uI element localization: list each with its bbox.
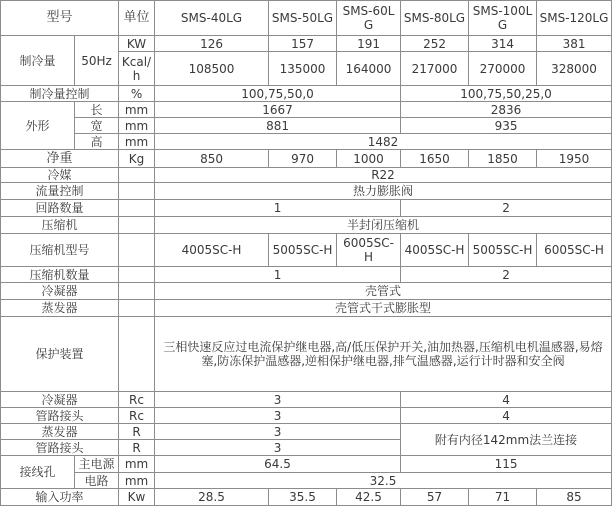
capacity-control-row [1,86,612,102]
wiring-circuit-row [1,473,612,489]
length-unit: mm [119,102,155,118]
protection-row [1,317,612,392]
input-power-unit: Kw [119,489,155,506]
piping-condenser-pipe-label: 管路接头 [1,408,119,424]
cooling-kw-value: 381 [537,36,612,52]
net-weight-value: 1850 [469,150,537,168]
piping-condenser-pipe-unit: Rc [119,408,155,424]
piping-evaporator-pipe-value: 3 [155,440,401,456]
piping-condenser-row [1,392,612,408]
piping-evaporator-value: 3 [155,424,401,440]
refrigerant-value: R22 [155,168,612,183]
wiring-hole-label: 接线孔 [1,456,75,489]
cooling-kw-value: 191 [337,36,401,52]
width-value: 935 [401,118,612,134]
piping-condenser-unit: Rc [119,392,155,408]
capacity-control-label: 制冷量控制 [1,86,119,102]
condenser-value: 壳管式 [155,283,612,300]
compressor-row [1,217,612,234]
length-value: 1667 [155,102,401,118]
compressor-model-value: 6005SC-H [337,234,401,267]
width-label: 宽 [75,118,119,134]
wiring-circuit-value: 32.5 [155,473,612,489]
input-power-value: 42.5 [337,489,401,506]
cooling-kw-unit: KW [119,36,155,52]
piping-condenser-label: 冷凝器 [1,392,119,408]
cooling-kcal-value: 217000 [401,52,469,86]
input-power-value: 71 [469,489,537,506]
net-weight-value: 850 [155,150,269,168]
piping-evaporator-pipe-unit: R [119,440,155,456]
circuits-unit [119,200,155,217]
wiring-main-value: 115 [401,456,612,473]
condenser-unit [119,283,155,300]
compressor-model-value: 5005SC-H [469,234,537,267]
width-row [1,118,612,134]
input-power-label: 输入功率 [1,489,119,506]
compressor-model-value: 4005SC-H [155,234,269,267]
compressor-model-value: 4005SC-H [401,234,469,267]
piping-evaporator-unit: R [119,424,155,440]
cooling-kcal-value: 164000 [337,52,401,86]
wiring-main-row [1,456,612,473]
cooling-kcal-unit: Kcal/h [119,52,155,86]
height-unit: mm [119,134,155,150]
condenser-row [1,283,612,300]
protection-label: 保护装置 [1,317,119,392]
net-weight-row [1,150,612,168]
height-label: 高 [75,134,119,150]
wiring-main-unit: mm [119,456,155,473]
piping-evaporator-row [1,424,612,440]
model-name: SMS-60LG [337,1,401,36]
flow-control-label: 流量控制 [1,183,119,200]
evaporator-unit [119,300,155,317]
width-unit: mm [119,118,155,134]
width-value: 881 [155,118,401,134]
cooling-kw-value: 126 [155,36,269,52]
model-name: SMS-100LG [469,1,537,36]
circuits-row [1,200,612,217]
wiring-circuit-unit: mm [119,473,155,489]
compressor-qty-value: 2 [401,267,612,283]
input-power-value: 85 [537,489,612,506]
compressor-model-row [1,234,612,267]
piping-evaporator-pipe-label: 管路接头 [1,440,119,456]
cooling-kw-row [1,36,612,52]
flow-control-row [1,183,612,200]
piping-condenser-pipe-value: 3 [155,408,401,424]
dimensions-label: 外形 [1,102,75,150]
length-value: 2836 [401,102,612,118]
model-name: SMS-120LG [537,1,612,36]
net-weight-value: 1950 [537,150,612,168]
wiring-circuit-label: 电路 [75,473,119,489]
cooling-kcal-value: 328000 [537,52,612,86]
cooling-kw-value: 157 [269,36,337,52]
evaporator-value: 壳管式干式膨胀型 [155,300,612,317]
refrigerant-unit [119,168,155,183]
input-power-row [1,489,612,506]
wiring-main-label: 主电源 [75,456,119,473]
height-row [1,134,612,150]
compressor-model-label: 压缩机型号 [1,234,119,267]
cooling-kcal-value: 270000 [469,52,537,86]
piping-condenser-pipe-value: 4 [401,408,612,424]
compressor-model-unit [119,234,155,267]
cooling-kw-value: 314 [469,36,537,52]
compressor-label: 压缩机 [1,217,119,234]
model-name: SMS-40LG [155,1,269,36]
net-weight-value: 1650 [401,150,469,168]
circuits-label: 回路数量 [1,200,119,217]
compressor-qty-row [1,267,612,283]
refrigerant-row [1,168,612,183]
model-name: SMS-80LG [401,1,469,36]
input-power-value: 35.5 [269,489,337,506]
capacity-control-unit: % [119,86,155,102]
wiring-main-value: 64.5 [155,456,401,473]
cooling-label: 制冷量 [1,36,75,86]
piping-condenser-value: 4 [401,392,612,408]
circuits-value: 1 [155,200,401,217]
model-header: 型号 [1,1,119,36]
condenser-label: 冷凝器 [1,283,119,300]
input-power-value: 28.5 [155,489,269,506]
piping-evaporator-label: 蒸发器 [1,424,119,440]
cooling-freq: 50Hz [75,36,119,86]
compressor-qty-unit [119,267,155,283]
flow-control-value: 热力膨胀阀 [155,183,612,200]
cooling-kcal-value: 108500 [155,52,269,86]
net-weight-label: 净重 [1,150,119,168]
unit-header: 单位 [119,1,155,36]
protection-unit [119,317,155,392]
compressor-model-value: 5005SC-H [269,234,337,267]
input-power-value: 57 [401,489,469,506]
net-weight-value: 970 [269,150,337,168]
compressor-value: 半封闭压缩机 [155,217,612,234]
capacity-control-value: 100,75,50,0 [155,86,401,102]
length-row [1,102,612,118]
length-label: 长 [75,102,119,118]
compressor-model-value: 6005SC-H [537,234,612,267]
model-name: SMS-50LG [269,1,337,36]
circuits-value: 2 [401,200,612,217]
compressor-unit [119,217,155,234]
cooling-kcal-value: 135000 [269,52,337,86]
header-row [1,1,612,36]
piping-condenser-value: 3 [155,392,401,408]
compressor-qty-label: 压缩机数量 [1,267,119,283]
compressor-qty-value: 1 [155,267,401,283]
net-weight-unit: Kg [119,150,155,168]
piping-condenser-pipe-row [1,408,612,424]
flange-note: 附有内径142mm法兰连接 [401,424,612,456]
flow-control-unit [119,183,155,200]
net-weight-value: 1000 [337,150,401,168]
height-value: 1482 [155,134,612,150]
protection-value: 三相快速反应过电流保护继电器,高/低压保护开关,油加热器,压缩机电机温感器,易熔塞,防冻保护温感器,逆相保护继电器,排气温感器,运行计时器和安全阀 [155,317,612,392]
evaporator-label: 蒸发器 [1,300,119,317]
cooling-kw-value: 252 [401,36,469,52]
refrigerant-label: 冷媒 [1,168,119,183]
capacity-control-value: 100,75,50,25,0 [401,86,612,102]
evaporator-row [1,300,612,317]
